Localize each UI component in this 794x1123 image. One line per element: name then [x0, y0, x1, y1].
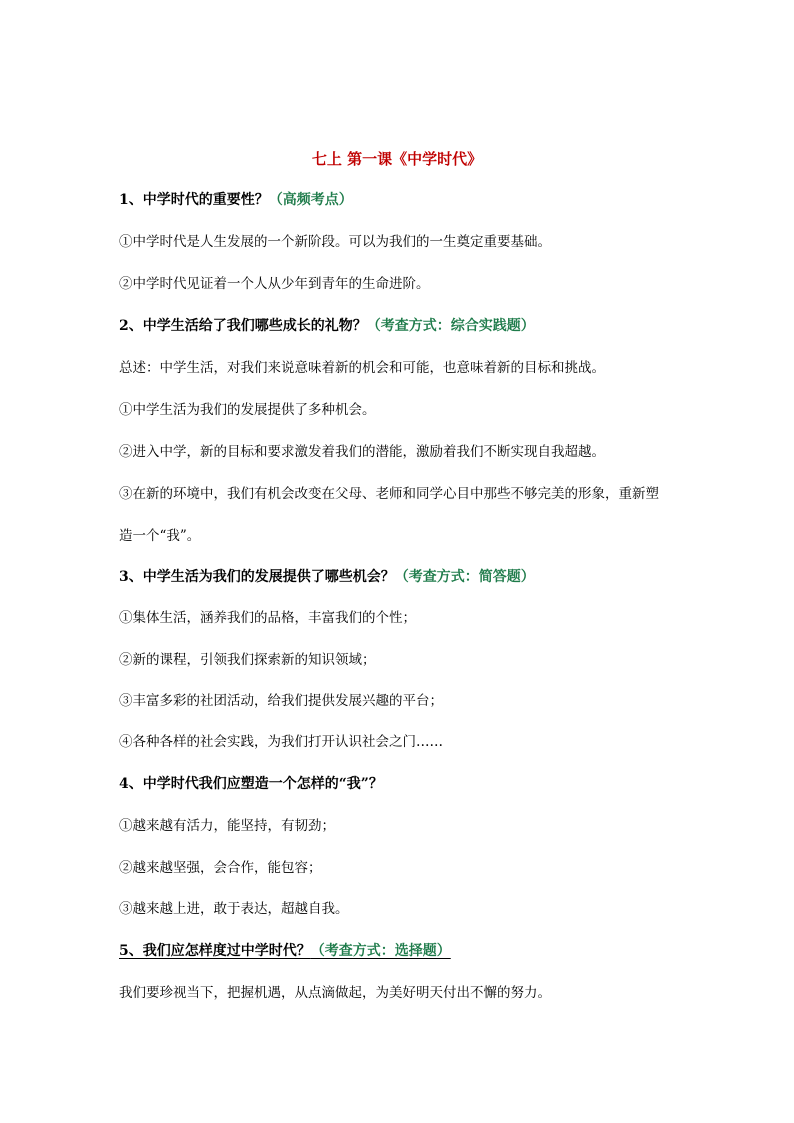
body-line: 总述：中学生活，对我们来说意味着新的机会和可能，也意味着新的目标和挑战。 — [119, 360, 605, 376]
section-tag: （考查方式：选择题） — [310, 943, 451, 959]
section-heading — [119, 773, 699, 795]
section-heading-text: 4、中学时代我们应塑造一个怎样的“我”？ — [119, 776, 383, 792]
section-heading — [119, 566, 699, 588]
body-line: ③越来越上进，敢于表达，超越自我。 — [119, 901, 349, 917]
section-heading — [119, 940, 699, 962]
section-heading — [119, 315, 699, 337]
section-heading-text: 1、中学时代的重要性？ — [119, 192, 269, 208]
body-line: ②新的课程，引领我们探索新的知识领域； — [119, 652, 376, 668]
section-tag: （考查方式：综合实践题） — [366, 318, 535, 334]
body-line: ②越来越坚强，会合作，能包容； — [119, 860, 322, 876]
body-line: ①中学生活为我们的发展提供了多种机会。 — [119, 402, 376, 418]
body-line: ①中学时代是人生发展的一个新阶段。可以为我们的一生奠定重要基础。 — [119, 234, 551, 250]
body-line: ①越来越有活力，能坚持，有韧劲； — [119, 818, 335, 834]
body-line: ①集体生活，涵养我们的品格，丰富我们的个性； — [119, 610, 416, 626]
section-tag: （考查方式：简答题） — [394, 569, 535, 585]
body-line: ③在新的环境中，我们有机会改变在父母、老师和同学心目中那些不够完美的形象，重新塑 — [119, 486, 659, 502]
body-line: 造一个“我”。 — [119, 528, 201, 544]
body-line: 我们要珍视当下，把握机遇，从点滴做起，为美好明天付出不懈的努力。 — [119, 985, 551, 1001]
page-title: 七上 第一课《中学时代》 — [311, 150, 483, 168]
section-heading-text: 2、中学生活给了我们哪些成长的礼物？ — [119, 318, 367, 334]
section-heading — [119, 189, 699, 211]
body-line: ④各种各样的社会实践，为我们打开认识社会之门…… — [119, 734, 443, 750]
body-line: ③丰富多彩的社团活动，给我们提供发展兴趣的平台； — [119, 693, 443, 709]
section-heading-text: 3、中学生活为我们的发展提供了哪些机会？ — [119, 569, 395, 585]
section-tag: （高频考点） — [268, 192, 353, 208]
section-heading-text — [119, 943, 451, 959]
section-heading-label: 5、我们应怎样度过中学时代？ — [119, 943, 311, 959]
body-line: ②中学时代见证着一个人从少年到青年的生命进阶。 — [119, 276, 430, 292]
body-line: ②进入中学，新的目标和要求激发着我们的潜能，激励着我们不断实现自我超越。 — [119, 444, 605, 460]
